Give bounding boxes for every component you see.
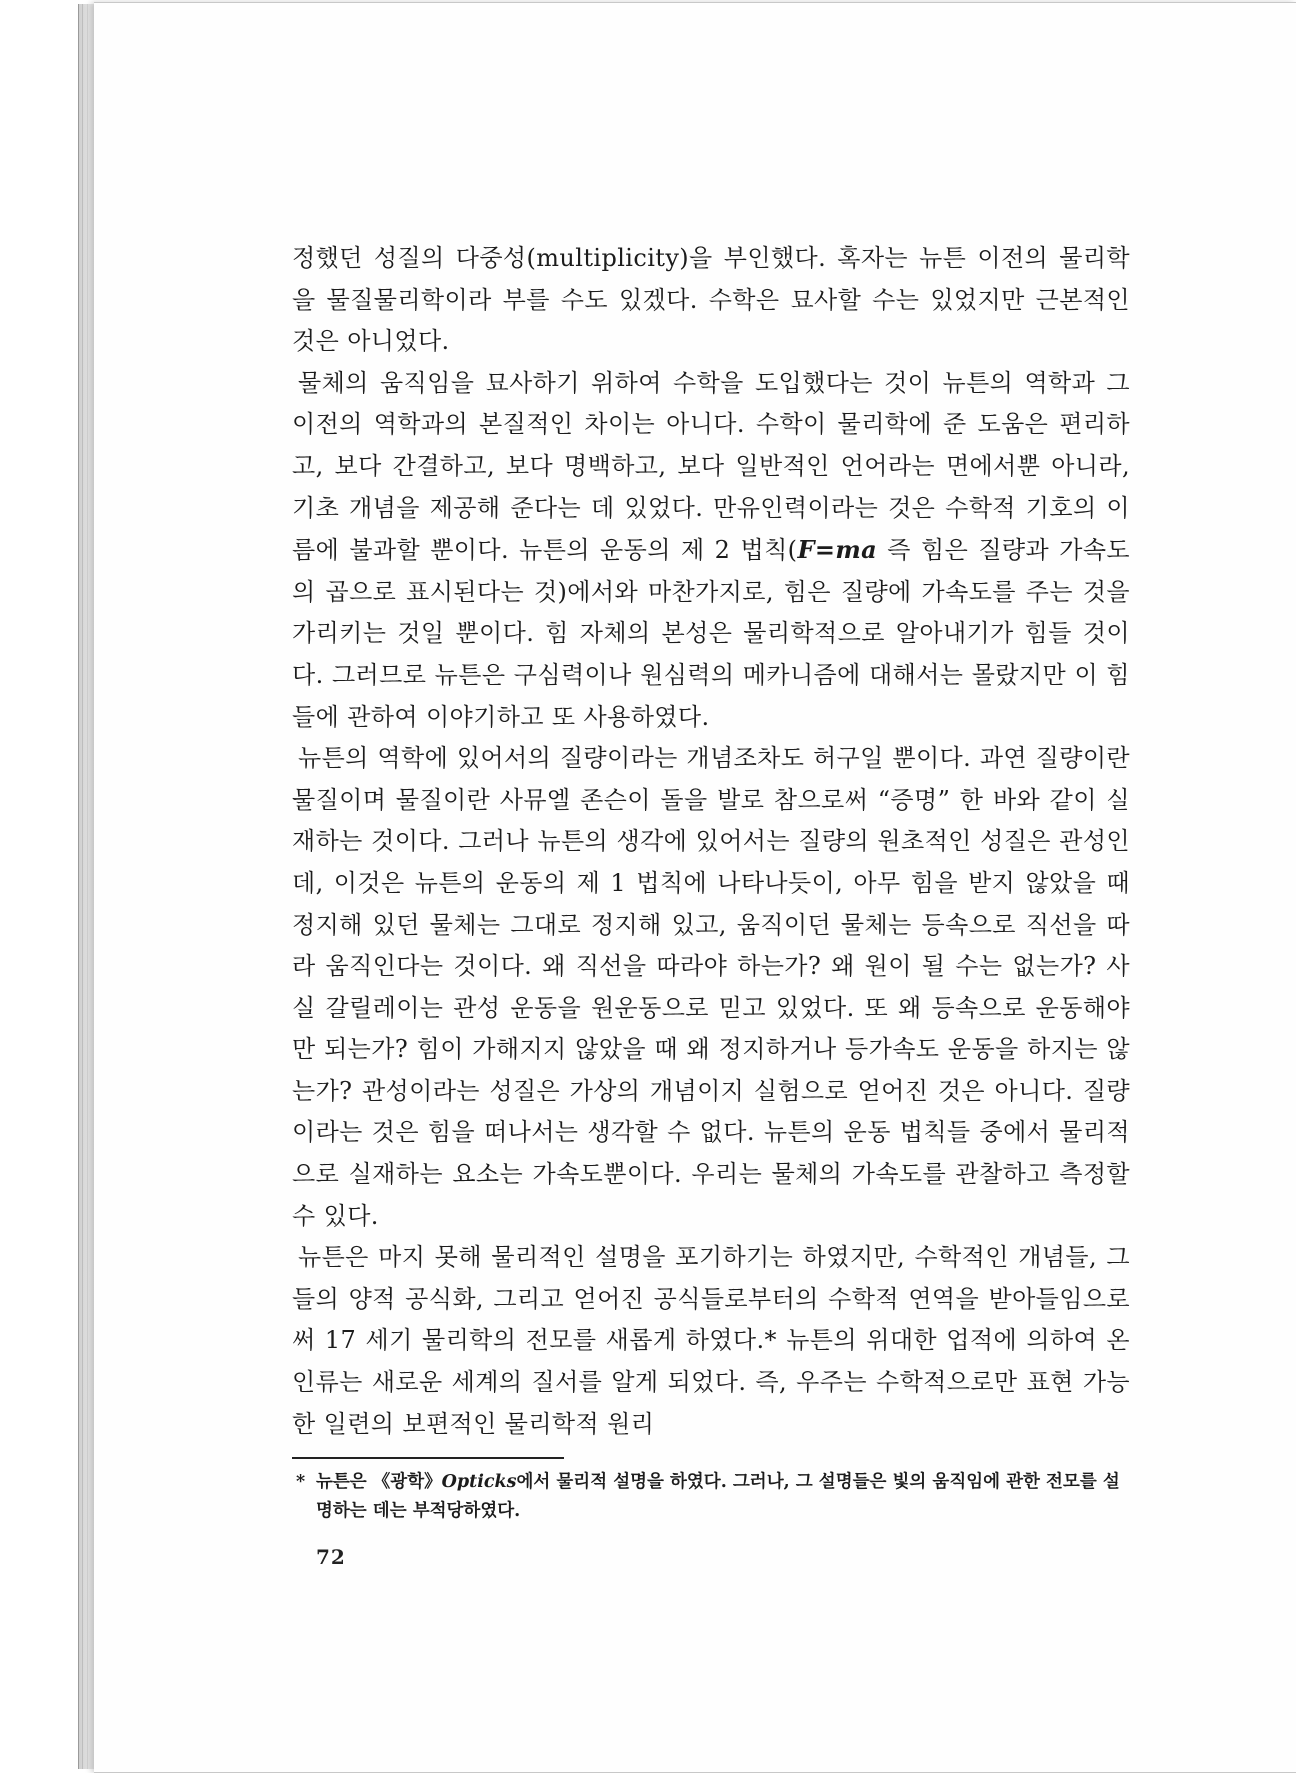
- paragraph-3: 뉴튼의 역학에 있어서의 질량이라는 개념조차도 허구일 뿐이다. 과연 질량이란 물질이며 물질이란 사뮤엘 존슨이 돌을 발로 참으로써 “증명” 한 바와 같이 실재하는 것이다. 그러나 뉴튼의 생각에 있어서는 질량의 원초적인 성질은 관성인데, 이것은 뉴튼의 운동의 제 1 법칙에 나타나듯이, 아무 힘을 받지 않았을 때 정지해 있던 물체는 그대로 정지해 있고, 움직이던 물체는 등속으로 직선을 따라 움직인다는 것이다. 왜 직선을 따라야 하는가? 왜 원이 될 수는 없는가? 사실 갈릴레이는 관성 운동을 원운동으로 믿고 있었다. 또 왜 등속으로 운동해야만 되는가? 힘이 가해지지 않았을 때 왜 정지하거나 등가속도 운동을 하지는 않는가? 관성이라는 성질은 가상의 개념이지 실험으로 얻어진 것은 아니다. 질량이라는 것은 힘을 떠나서는 생각할 수 없다. 뉴튼의 운동 법칙들 중에서 물리적으로 실재하는 요소는 가속도뿐이다. 우리는 물체의 가속도를 관찰하고 측정할 수 있다.: [292, 744, 1130, 1230]
- body-text: [292, 238, 1130, 1445]
- footnote-divider: [292, 1457, 564, 1459]
- paragraph-2-text: 물체의 움직임을 묘사하기 위하여 수학을 도입했다는 것이 뉴튼의 역학과 그 이전의 역학과의 본질적인 차이는 아니다. 수학이 물리학에 준 도움은 편리하고, 보다 간결하고, 보다 명백하고, 보다 일반적인 언어라는 면에서뿐 아니라, 기초 개념을 제공해 준다는 데 있었다. 만유인력이라는 것은 수학적 기호의 이름에 불과할 뿐이다. 뉴튼의 운동의 제 2 법칙(: [292, 368, 1130, 565]
- paragraph-1: 정했던 성질의 다중성(multiplicity)을 부인했다. 혹자는 뉴튼 이전의 물리학을 물질물리학이라 부를 수도 있겠다. 수학은 묘사할 수는 있었지만 근본적인 것은 아니었다.: [292, 244, 1130, 356]
- footnote-book-title: Opticks: [441, 1472, 517, 1492]
- footnote-text-after: 에서 물리적 설명을 하였다. 그러나, 그 설명들은 빛의 움직임에 관한 전모를 설명하는 데는 부적당하였다.: [316, 1472, 1120, 1521]
- footnote: [296, 1468, 1136, 1526]
- page-number: 72: [316, 1545, 346, 1569]
- paragraph-2-rest: 즉 힘은 질량과 가속도의 곱으로 표시된다는 것)에서와 마찬가지로, 힘은 질량에 가속도를 주는 것을 가리키는 것일 뿐이다. 힘 자체의 본성은 물리학적으로 알아내기가 힘들 것이다. 그러므로 뉴튼은 구심력이나 원심력의 메카니즘에 대해서는 몰랐지만 이 힘들에 관하여 이야기하고 또 사용하였다.: [292, 536, 1130, 731]
- footnote-text-before: 뉴튼은 《광학》: [316, 1472, 442, 1492]
- footnote-mark: *: [296, 1472, 306, 1492]
- paragraph-4: 뉴튼은 마지 못해 물리적인 설명을 포기하기는 하였지만, 수학적인 개념들, 그들의 양적 공식화, 그리고 얻어진 공식들로부터의 수학적 연역을 받아들임으로써 17 세기 물리학의 전모를 새롭게 하였다.* 뉴튼의 위대한 업적에 의하여 온 인류는 새로운 세계의 질서를 알게 되었다. 즉, 우주는 수학적으로만 표현 가능한 일련의 보편적인 물리학적 원리: [292, 1243, 1130, 1438]
- formula: F=ma: [797, 535, 878, 565]
- paragraph-2: [292, 363, 1130, 738]
